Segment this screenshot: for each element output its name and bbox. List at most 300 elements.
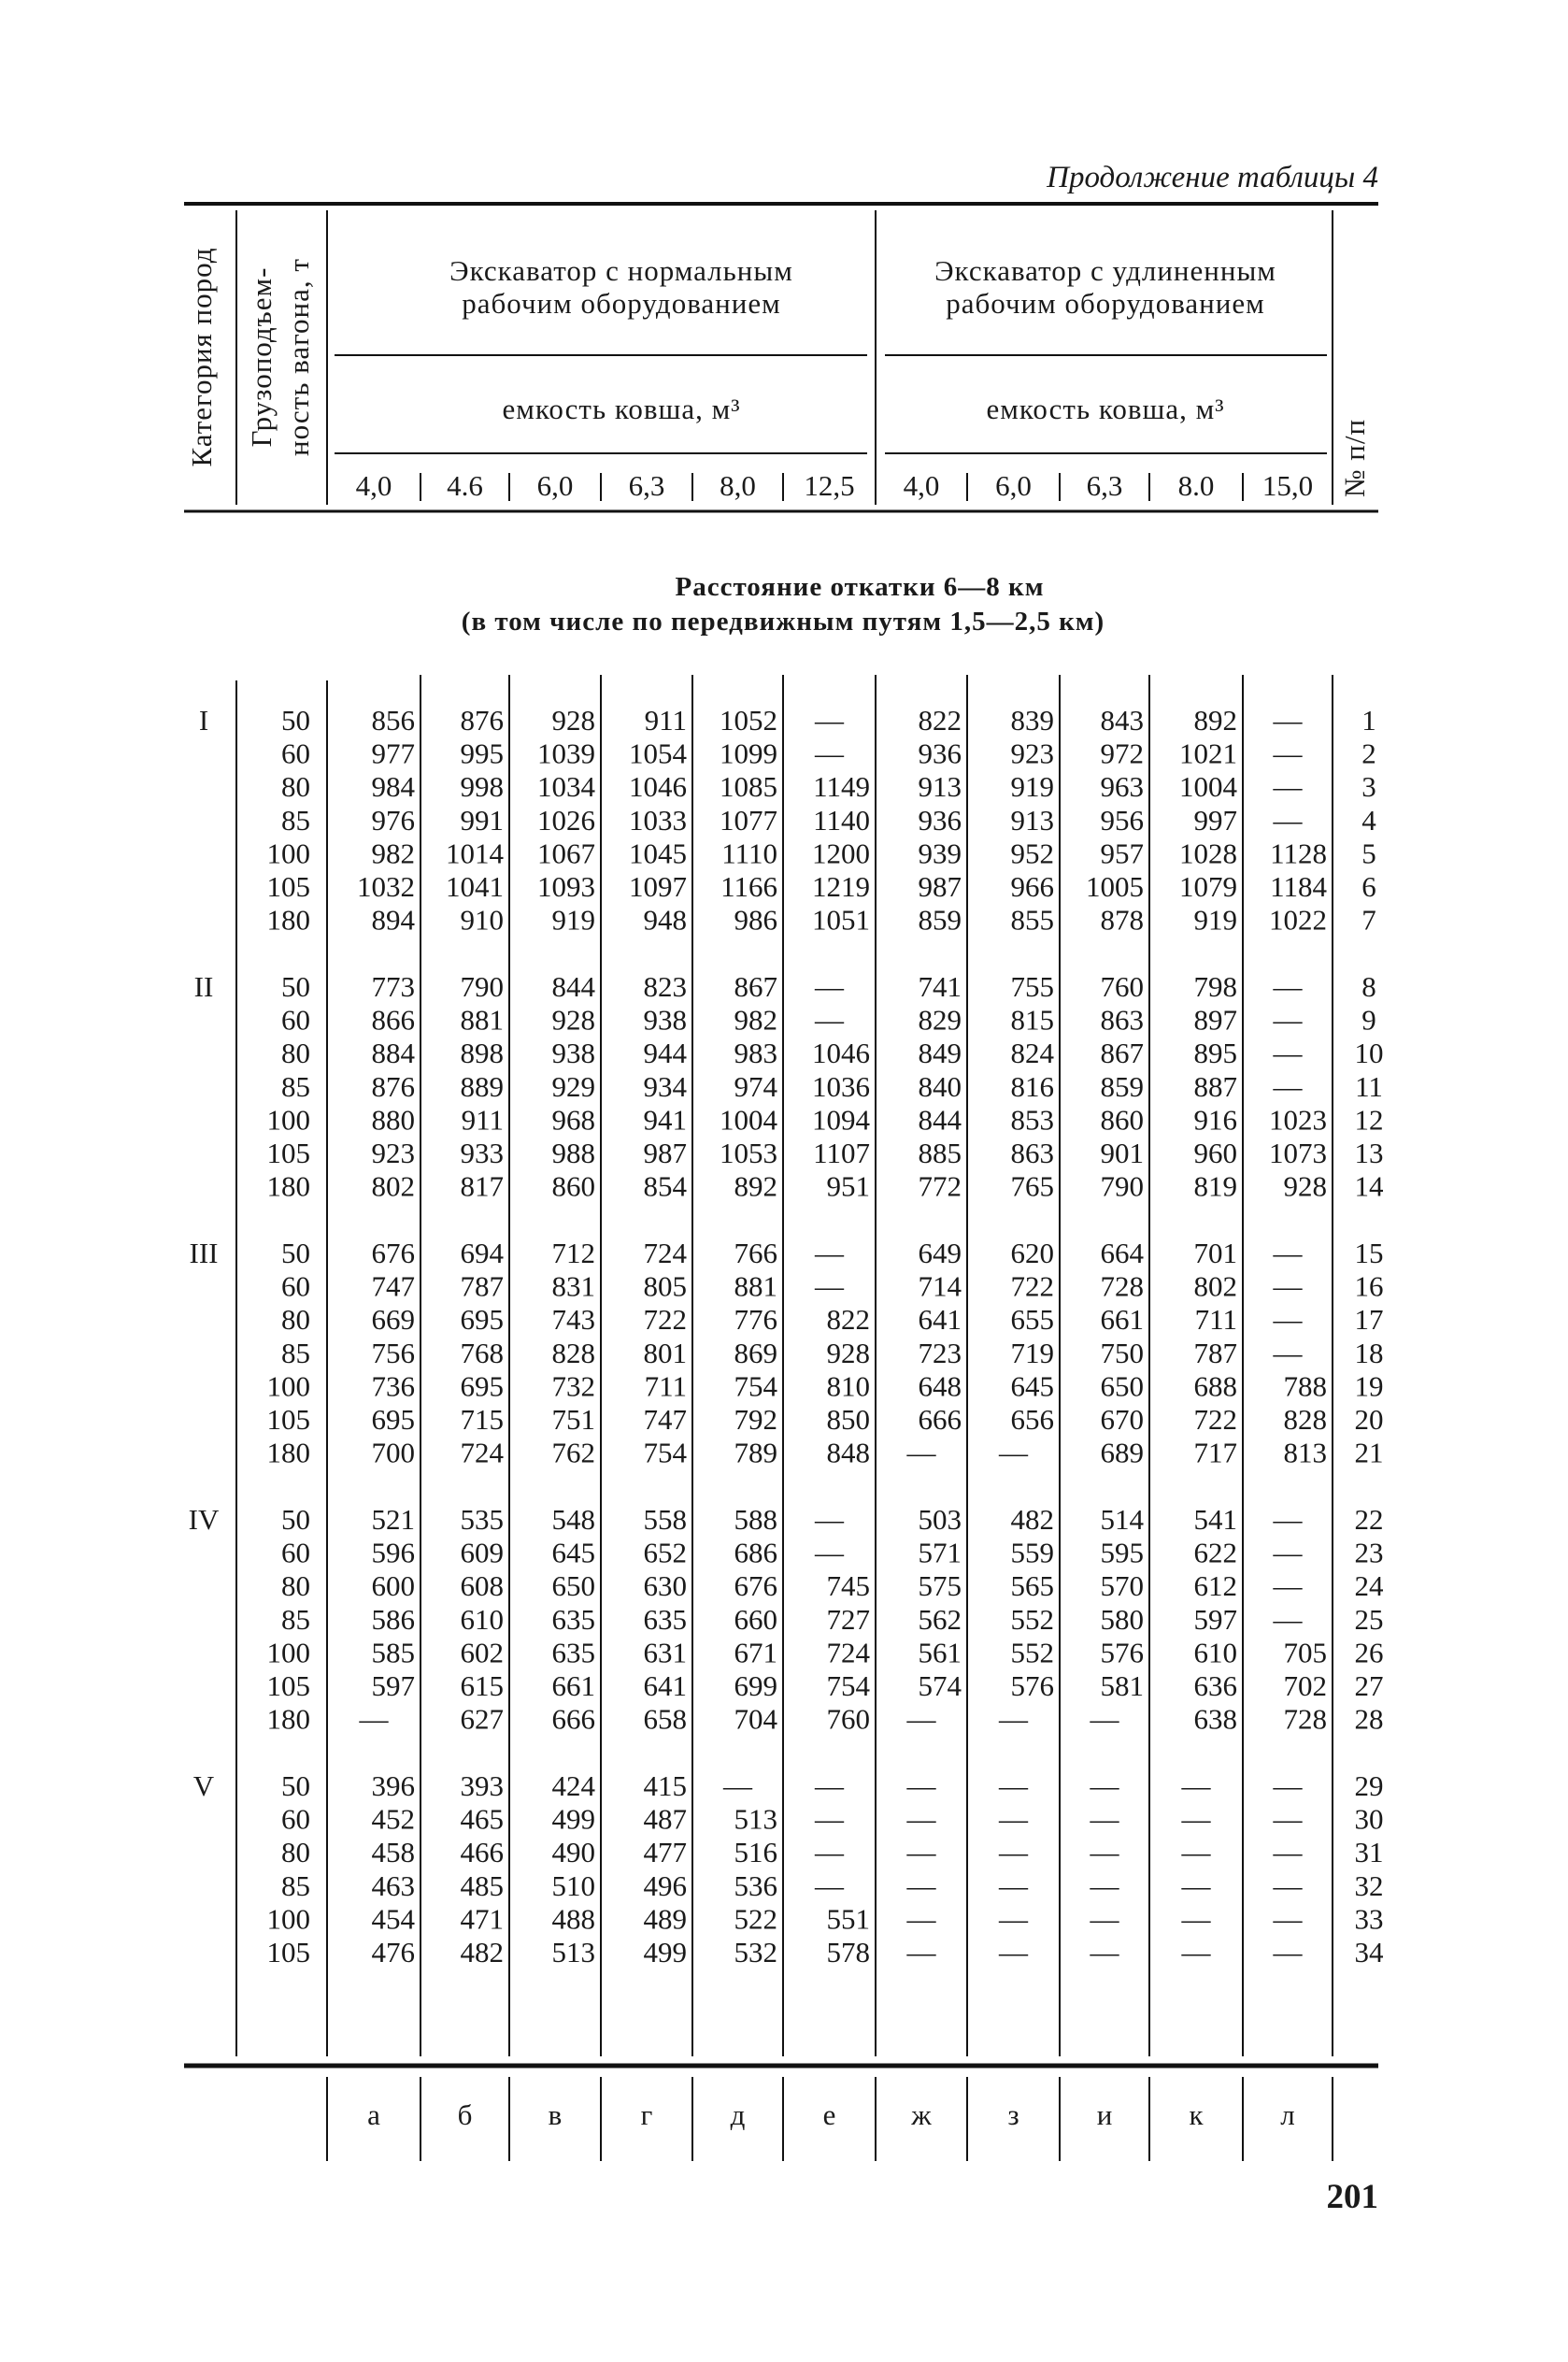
productivity-cell: 815 bbox=[1010, 1003, 1054, 1037]
productivity-cell: — bbox=[999, 1868, 1028, 1902]
productivity-cell: 1004 bbox=[1179, 770, 1237, 804]
productivity-cell: 831 bbox=[551, 1269, 595, 1303]
productivity-cell: 754 bbox=[734, 1369, 777, 1403]
productivity-cell: 466 bbox=[460, 1836, 504, 1869]
productivity-cell: — bbox=[999, 1769, 1028, 1802]
productivity-cell: 892 bbox=[1193, 704, 1237, 737]
load-capacity-cell: 100 bbox=[266, 1902, 310, 1936]
productivity-cell: — bbox=[906, 1836, 936, 1869]
productivity-cell: — bbox=[1181, 1936, 1211, 1968]
capacity-value: 6,0 bbox=[995, 469, 1032, 502]
table-row bbox=[281, 770, 1376, 803]
productivity-cell: 522 bbox=[734, 1902, 777, 1936]
productivity-cell: 754 bbox=[643, 1436, 687, 1469]
productivity-cell: 911 bbox=[461, 1103, 504, 1137]
column-letter: л bbox=[1280, 2098, 1295, 2131]
productivity-cell: 565 bbox=[1010, 1569, 1054, 1603]
productivity-cell: — bbox=[815, 1769, 844, 1802]
column-letter: а bbox=[367, 2098, 380, 2131]
productivity-cell: 754 bbox=[826, 1669, 870, 1702]
productivity-cell: — bbox=[1090, 1902, 1119, 1936]
productivity-cell: 596 bbox=[371, 1536, 415, 1569]
productivity-cell: 1045 bbox=[629, 837, 687, 870]
productivity-cell: 641 bbox=[643, 1669, 687, 1702]
productivity-cell: 463 bbox=[371, 1868, 415, 1902]
productivity-cell: 669 bbox=[371, 1303, 415, 1337]
productivity-cell: 863 bbox=[1010, 1137, 1054, 1169]
productivity-cell: 570 bbox=[1100, 1569, 1144, 1603]
productivity-cell: — bbox=[1273, 1836, 1303, 1869]
productivity-cell: 743 bbox=[551, 1303, 595, 1337]
productivity-cell: 829 bbox=[918, 1003, 962, 1037]
productivity-cell: 997 bbox=[1193, 803, 1237, 837]
productivity-cell: 723 bbox=[918, 1336, 962, 1369]
productivity-cell: 747 bbox=[371, 1269, 415, 1303]
productivity-cell: 898 bbox=[460, 1037, 504, 1070]
table-row bbox=[281, 970, 1376, 1003]
productivity-cell: 866 bbox=[371, 1003, 415, 1037]
productivity-cell: 1033 bbox=[629, 803, 687, 837]
productivity-cell: — bbox=[815, 1802, 844, 1836]
productivity-cell: 488 bbox=[551, 1902, 595, 1936]
row-number-cell: 18 bbox=[1354, 1336, 1384, 1369]
productivity-cell: 575 bbox=[918, 1569, 962, 1603]
category-group bbox=[194, 970, 1384, 1203]
productivity-cell: 656 bbox=[1010, 1403, 1054, 1436]
productivity-cell: 671 bbox=[734, 1636, 777, 1669]
productivity-cell: — bbox=[906, 1769, 936, 1802]
row-number-cell: 31 bbox=[1354, 1836, 1384, 1869]
table-row bbox=[267, 1636, 1384, 1668]
productivity-cell: 788 bbox=[1283, 1369, 1327, 1403]
row-number-cell: 5 bbox=[1361, 837, 1376, 870]
productivity-cell: — bbox=[815, 704, 844, 737]
productivity-cell: 929 bbox=[551, 1069, 595, 1103]
productivity-cell: 485 bbox=[460, 1868, 504, 1902]
productivity-cell: — bbox=[1273, 704, 1303, 737]
productivity-cell: 956 bbox=[1100, 803, 1144, 837]
productivity-cell: 660 bbox=[734, 1602, 777, 1636]
page-number: 201 bbox=[1326, 2178, 1378, 2216]
load-capacity-cell: 50 bbox=[281, 1503, 310, 1536]
productivity-cell: 1128 bbox=[1270, 837, 1327, 870]
productivity-cell: 661 bbox=[551, 1669, 595, 1702]
productivity-cell: 724 bbox=[643, 1237, 687, 1269]
productivity-cell: 482 bbox=[460, 1936, 504, 1968]
productivity-cell: 824 bbox=[1010, 1037, 1054, 1070]
productivity-cell: — bbox=[906, 1702, 936, 1736]
row-number-cell: 20 bbox=[1354, 1403, 1384, 1436]
productivity-cell: 552 bbox=[1010, 1602, 1054, 1636]
productivity-cell: 960 bbox=[1193, 1137, 1237, 1169]
productivity-cell: 635 bbox=[551, 1636, 595, 1669]
table-row bbox=[281, 704, 1376, 737]
load-capacity-cell: 80 bbox=[281, 1037, 310, 1070]
productivity-cell: 889 bbox=[460, 1069, 504, 1103]
productivity-cell: 822 bbox=[918, 704, 962, 737]
productivity-cell: 695 bbox=[371, 1403, 415, 1436]
productivity-cell: 941 bbox=[643, 1103, 687, 1137]
productivity-cell: 728 bbox=[1283, 1702, 1327, 1736]
table-row bbox=[267, 1703, 1384, 1736]
productivity-cell: 1046 bbox=[812, 1037, 870, 1070]
load-capacity-cell: 60 bbox=[281, 1269, 310, 1303]
number-header: № п/п bbox=[1338, 418, 1371, 498]
productivity-cell: — bbox=[999, 1902, 1028, 1936]
productivity-cell: 750 bbox=[1100, 1336, 1144, 1369]
productivity-cell: 928 bbox=[551, 704, 595, 737]
productivity-cell: 1184 bbox=[1270, 870, 1327, 903]
productivity-cell: 1051 bbox=[812, 903, 870, 937]
productivity-cell: — bbox=[1090, 1769, 1119, 1802]
productivity-cell: 817 bbox=[460, 1169, 504, 1203]
productivity-cell: 535 bbox=[460, 1503, 504, 1536]
productivity-cell: 424 bbox=[551, 1769, 595, 1802]
productivity-cell: 499 bbox=[551, 1802, 595, 1836]
productivity-cell: 867 bbox=[1100, 1037, 1144, 1070]
productivity-cell: — bbox=[1273, 1536, 1303, 1569]
productivity-cell: — bbox=[1273, 1769, 1303, 1802]
productivity-cell: 897 bbox=[1193, 1003, 1237, 1037]
productivity-cell: — bbox=[1273, 970, 1303, 1003]
productivity-cell: — bbox=[1273, 1569, 1303, 1603]
productivity-cell: 645 bbox=[551, 1536, 595, 1569]
productivity-cell: 988 bbox=[551, 1137, 595, 1169]
productivity-cell: 622 bbox=[1193, 1536, 1237, 1569]
category-header: Категория пород bbox=[185, 247, 218, 467]
productivity-cell: 588 bbox=[734, 1503, 777, 1536]
productivity-cell: 765 bbox=[1010, 1169, 1054, 1203]
productivity-cell: 1022 bbox=[1269, 903, 1327, 937]
productivity-cell: 881 bbox=[734, 1269, 777, 1303]
productivity-cell: 711 bbox=[644, 1369, 687, 1403]
load-capacity-cell: 50 bbox=[281, 704, 310, 737]
category-label: II bbox=[193, 970, 214, 1003]
productivity-cell: 521 bbox=[371, 1503, 415, 1536]
productivity-cell: 580 bbox=[1100, 1602, 1144, 1636]
column-letter: к bbox=[1189, 2098, 1204, 2131]
productivity-cell: 853 bbox=[1010, 1103, 1054, 1137]
productivity-cell: 972 bbox=[1100, 737, 1144, 770]
category-group bbox=[193, 1769, 1384, 1968]
productivity-cell: — bbox=[1181, 1769, 1211, 1802]
productivity-cell: 768 bbox=[460, 1336, 504, 1369]
productivity-cell: — bbox=[815, 1536, 844, 1569]
productivity-cell: 933 bbox=[460, 1137, 504, 1169]
productivity-cell: 895 bbox=[1193, 1037, 1237, 1070]
productivity-cell: 819 bbox=[1193, 1169, 1237, 1203]
productivity-cell: 991 bbox=[460, 803, 504, 837]
productivity-cell: 816 bbox=[1010, 1069, 1054, 1103]
table-row bbox=[281, 1503, 1384, 1536]
table-row bbox=[281, 1270, 1384, 1303]
productivity-cell: 1054 bbox=[629, 737, 687, 770]
productivity-cell: 728 bbox=[1100, 1269, 1144, 1303]
productivity-cell: 1085 bbox=[720, 770, 777, 804]
productivity-cell: 859 bbox=[918, 903, 962, 937]
productivity-cell: — bbox=[815, 1868, 844, 1902]
productivity-cell: 869 bbox=[734, 1336, 777, 1369]
productivity-cell: — bbox=[359, 1702, 389, 1736]
productivity-cell: 702 bbox=[1283, 1669, 1327, 1702]
productivity-cell: 655 bbox=[1010, 1303, 1054, 1337]
productivity-cell: 876 bbox=[460, 704, 504, 737]
load-capacity-cell: 105 bbox=[266, 1403, 310, 1436]
row-number-cell: 28 bbox=[1354, 1702, 1384, 1736]
productivity-cell: — bbox=[815, 970, 844, 1003]
productivity-cell: 658 bbox=[643, 1702, 687, 1736]
capacity-header-line1: Грузоподъем- bbox=[245, 266, 278, 448]
table-row bbox=[267, 837, 1376, 869]
productivity-cell: — bbox=[1090, 1868, 1119, 1902]
productivity-cell: 471 bbox=[460, 1902, 504, 1936]
row-number-cell: 8 bbox=[1361, 970, 1376, 1003]
productivity-cell: 928 bbox=[826, 1336, 870, 1369]
load-capacity-cell: 100 bbox=[266, 837, 310, 870]
productivity-cell: — bbox=[1273, 1303, 1303, 1337]
productivity-cell: 688 bbox=[1193, 1369, 1237, 1403]
productivity-cell: — bbox=[1273, 1037, 1303, 1070]
productivity-cell: 711 bbox=[1194, 1303, 1237, 1337]
productivity-cell: 894 bbox=[371, 903, 415, 937]
load-capacity-cell: 105 bbox=[266, 870, 310, 903]
productivity-cell: 532 bbox=[734, 1936, 777, 1968]
load-capacity-cell: 50 bbox=[281, 1237, 310, 1269]
productivity-cell: — bbox=[1273, 1868, 1303, 1902]
productivity-cell: 1200 bbox=[812, 837, 870, 870]
productivity-cell: 636 bbox=[1193, 1669, 1237, 1702]
productivity-cell: 699 bbox=[734, 1669, 777, 1702]
load-capacity-cell: 105 bbox=[266, 1936, 310, 1968]
capacity-header-row bbox=[356, 469, 1314, 502]
productivity-cell: 798 bbox=[1193, 970, 1237, 1003]
productivity-cell: 944 bbox=[643, 1037, 687, 1070]
productivity-cell: 936 bbox=[918, 737, 962, 770]
row-number-cell: 15 bbox=[1354, 1237, 1384, 1269]
productivity-cell: 854 bbox=[643, 1169, 687, 1203]
row-number-cell: 7 bbox=[1361, 903, 1376, 937]
productivity-cell: 848 bbox=[826, 1436, 870, 1469]
productivity-cell: 919 bbox=[1010, 770, 1054, 804]
capacity-value: 4,0 bbox=[903, 469, 940, 502]
productivity-cell: 916 bbox=[1193, 1103, 1237, 1137]
productivity-cell: 635 bbox=[643, 1602, 687, 1636]
table-row bbox=[267, 870, 1376, 903]
productivity-cell: 415 bbox=[643, 1769, 687, 1802]
productivity-cell: 948 bbox=[643, 903, 687, 937]
productivity-cell: — bbox=[815, 1836, 844, 1869]
productivity-cell: — bbox=[815, 1237, 844, 1269]
productivity-cell: 704 bbox=[734, 1702, 777, 1736]
productivity-cell: 813 bbox=[1283, 1436, 1327, 1469]
productivity-cell: 689 bbox=[1100, 1436, 1144, 1469]
productivity-cell: — bbox=[1273, 1003, 1303, 1037]
productivity-cell: 977 bbox=[371, 737, 415, 770]
table-row bbox=[281, 1836, 1384, 1868]
productivity-cell: 724 bbox=[826, 1636, 870, 1669]
productivity-cell: 913 bbox=[918, 770, 962, 804]
productivity-cell: 751 bbox=[551, 1403, 595, 1436]
productivity-cell: 513 bbox=[734, 1802, 777, 1836]
row-number-cell: 12 bbox=[1354, 1103, 1384, 1137]
productivity-cell: 645 bbox=[1010, 1369, 1054, 1403]
productivity-cell: 982 bbox=[734, 1003, 777, 1037]
productivity-cell: — bbox=[999, 1436, 1028, 1469]
productivity-cell: — bbox=[1273, 737, 1303, 770]
productivity-cell: 597 bbox=[1193, 1602, 1237, 1636]
table-row bbox=[281, 1303, 1384, 1336]
long-group-title-line1: Экскаватор с удлиненным bbox=[934, 254, 1276, 287]
productivity-cell: 787 bbox=[1193, 1336, 1237, 1369]
productivity-cell: — bbox=[906, 1868, 936, 1902]
row-number-cell: 3 bbox=[1361, 770, 1376, 804]
productivity-cell: — bbox=[1090, 1936, 1119, 1968]
productivity-cell: 790 bbox=[460, 970, 504, 1003]
productivity-cell: 597 bbox=[371, 1669, 415, 1702]
productivity-cell: 496 bbox=[643, 1868, 687, 1902]
productivity-cell: 974 bbox=[734, 1069, 777, 1103]
column-letter-row bbox=[327, 2077, 1333, 2161]
capacity-value: 4.6 bbox=[447, 469, 483, 502]
productivity-cell: 745 bbox=[826, 1569, 870, 1603]
productivity-cell: 938 bbox=[551, 1037, 595, 1070]
productivity-cell: — bbox=[1273, 803, 1303, 837]
table-row bbox=[267, 1902, 1384, 1935]
productivity-cell: 1004 bbox=[720, 1103, 777, 1137]
productivity-cell: 741 bbox=[918, 970, 962, 1003]
productivity-cell: 772 bbox=[918, 1169, 962, 1203]
productivity-cell: 661 bbox=[1100, 1303, 1144, 1337]
capacity-header-line2: ность вагона, т bbox=[282, 258, 315, 456]
capacity-value: 6,0 bbox=[536, 469, 574, 502]
load-capacity-cell: 80 bbox=[281, 770, 310, 804]
productivity-cell: 736 bbox=[371, 1369, 415, 1403]
normal-group-title-line2: рабочим оборудованием bbox=[462, 287, 781, 320]
productivity-cell: 1097 bbox=[629, 870, 687, 903]
productivity-cell: — bbox=[1273, 1237, 1303, 1269]
productivity-cell: 983 bbox=[734, 1037, 777, 1070]
table-row bbox=[281, 1869, 1384, 1902]
productivity-cell: 458 bbox=[371, 1836, 415, 1869]
productivity-cell: 585 bbox=[371, 1636, 415, 1669]
productivity-cell: — bbox=[1273, 1602, 1303, 1636]
productivity-cell: 1110 bbox=[721, 837, 777, 870]
column-letter: и bbox=[1096, 2098, 1113, 2131]
productivity-cell: 695 bbox=[460, 1303, 504, 1337]
productivity-cell: 1041 bbox=[446, 870, 504, 903]
productivity-cell: 760 bbox=[1100, 970, 1144, 1003]
table-row bbox=[281, 1569, 1384, 1602]
productivity-cell: — bbox=[815, 737, 844, 770]
productivity-cell: 1079 bbox=[1179, 870, 1237, 903]
productivity-cell: 919 bbox=[551, 903, 595, 937]
productivity-cell: — bbox=[1090, 1802, 1119, 1836]
productivity-cell: 987 bbox=[643, 1137, 687, 1169]
productivity-cell: 454 bbox=[371, 1902, 415, 1936]
productivity-cell: 1053 bbox=[720, 1137, 777, 1169]
column-letter: г bbox=[640, 2098, 653, 2131]
productivity-cell: 885 bbox=[918, 1137, 962, 1169]
productivity-cell: 482 bbox=[1010, 1503, 1054, 1536]
productivity-cell: 630 bbox=[643, 1569, 687, 1603]
productivity-cell: — bbox=[815, 1269, 844, 1303]
productivity-cell: 963 bbox=[1100, 770, 1144, 804]
productivity-cell: 1023 bbox=[1269, 1103, 1327, 1137]
productivity-cell: 951 bbox=[826, 1169, 870, 1203]
productivity-cell: — bbox=[999, 1936, 1028, 1968]
row-number-cell: 14 bbox=[1354, 1169, 1384, 1203]
productivity-cell: 1052 bbox=[720, 704, 777, 737]
productivity-cell: 638 bbox=[1193, 1702, 1237, 1736]
productivity-cell: 822 bbox=[826, 1303, 870, 1337]
productivity-cell: 984 bbox=[371, 770, 415, 804]
productivity-cell: — bbox=[1090, 1702, 1119, 1736]
productivity-cell: 541 bbox=[1193, 1503, 1237, 1536]
category-label: V bbox=[192, 1769, 215, 1802]
productivity-cell: 610 bbox=[1193, 1636, 1237, 1669]
productivity-cell: 850 bbox=[826, 1403, 870, 1436]
load-capacity-cell: 50 bbox=[281, 970, 310, 1003]
productivity-cell: 487 bbox=[643, 1802, 687, 1836]
productivity-cell: — bbox=[906, 1902, 936, 1936]
productivity-cell: 911 bbox=[644, 704, 687, 737]
row-number-cell: 23 bbox=[1354, 1536, 1384, 1569]
productivity-cell: 635 bbox=[551, 1602, 595, 1636]
productivity-cell: 982 bbox=[371, 837, 415, 870]
productivity-cell: 843 bbox=[1100, 704, 1144, 737]
table-row bbox=[281, 1070, 1383, 1103]
row-number-cell: 33 bbox=[1354, 1902, 1384, 1936]
load-capacity-cell: 80 bbox=[281, 1303, 310, 1337]
table-row bbox=[281, 737, 1376, 770]
productivity-cell: 600 bbox=[371, 1569, 415, 1603]
productivity-cell: 892 bbox=[734, 1169, 777, 1203]
row-number-cell: 17 bbox=[1354, 1303, 1384, 1337]
productivity-cell: 919 bbox=[1193, 903, 1237, 937]
table-row bbox=[281, 1769, 1384, 1802]
continuation-caption: Продолжение таблицы 4 bbox=[1047, 161, 1378, 194]
productivity-cell: 968 bbox=[551, 1103, 595, 1137]
productivity-cell: 686 bbox=[734, 1536, 777, 1569]
productivity-cell: 844 bbox=[551, 970, 595, 1003]
load-capacity-cell: 105 bbox=[266, 1137, 310, 1169]
table-row bbox=[267, 904, 1376, 937]
category-label: I bbox=[198, 704, 209, 737]
productivity-cell: 787 bbox=[460, 1269, 504, 1303]
column-letter: в bbox=[548, 2098, 563, 2131]
row-number-cell: 29 bbox=[1354, 1769, 1384, 1802]
productivity-cell: 863 bbox=[1100, 1003, 1144, 1037]
productivity-cell: 957 bbox=[1100, 837, 1144, 870]
productivity-cell: 1094 bbox=[812, 1103, 870, 1137]
table-row bbox=[281, 1537, 1384, 1569]
productivity-cell: 810 bbox=[826, 1369, 870, 1403]
productivity-cell: — bbox=[1181, 1902, 1211, 1936]
load-capacity-cell: 85 bbox=[281, 1069, 310, 1103]
productivity-cell: — bbox=[999, 1702, 1028, 1736]
productivity-cell: 396 bbox=[371, 1769, 415, 1802]
row-number-cell: 16 bbox=[1354, 1269, 1384, 1303]
productivity-cell: 489 bbox=[643, 1902, 687, 1936]
productivity-cell: 503 bbox=[918, 1503, 962, 1536]
productivity-cell: — bbox=[815, 1503, 844, 1536]
table-row bbox=[267, 1669, 1384, 1702]
productivity-cell: 823 bbox=[643, 970, 687, 1003]
load-capacity-cell: 85 bbox=[281, 1336, 310, 1369]
productivity-cell: 712 bbox=[551, 1237, 595, 1269]
row-number-cell: 34 bbox=[1354, 1936, 1384, 1968]
productivity-cell: 880 bbox=[371, 1103, 415, 1137]
